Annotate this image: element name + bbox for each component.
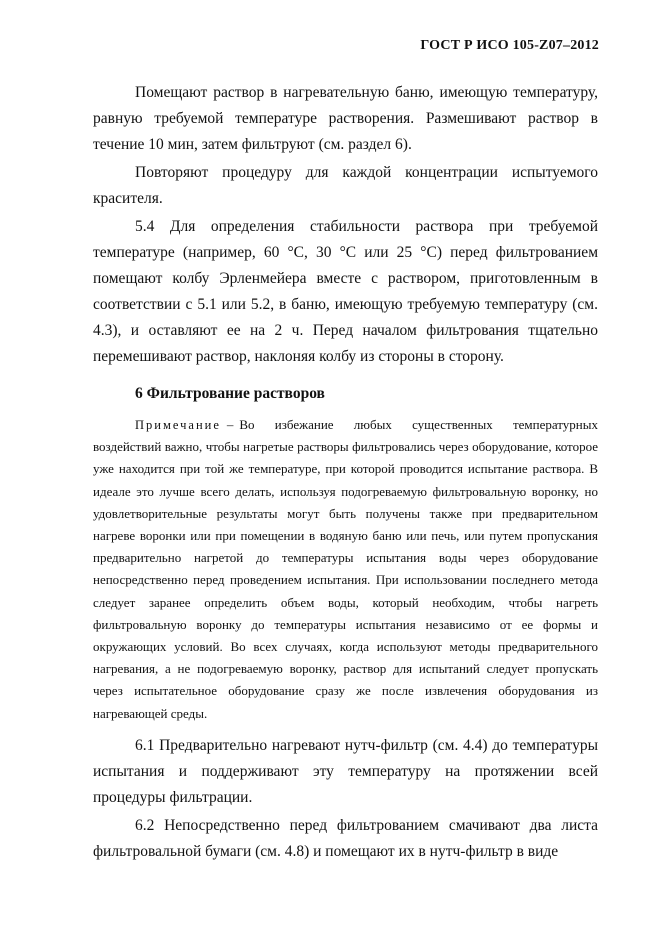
paragraph-clause-6-2: 6.2 Непосредственно перед фильтрованием смачивают два листа фильтровальной бумаги (см. 4.8) и помещают их в нутч-фильтр в виде	[93, 816, 598, 860]
paragraph: Повторяют процедуру для каждой концентрации испытуемого красителя.	[93, 164, 598, 207]
paragraph-clause-6-1: 6.1 Предварительно нагревают нутч-фильтр (см. 4.4) до температуры испытания и поддерживают эту температуру на протяжении всей процедуры фильтрации.	[93, 736, 598, 806]
document-header: ГОСТ Р ИСО 105-Z07–2012	[420, 38, 599, 53]
note-text: Во избежание любых существенных температурных воздействий важно, чтобы нагретые растворы фильтровались через оборудование, которое уже находится при той же температуре, при которой проводится испытание раствора. В идеале это лучше всего делать, используя подогреваемую фильтровальную воронку, но удовлетворительные результаты могут быть получены также при предварительном нагреве воронки или при помещении в водяную баню или печь, или путем пропускания предварительно нагретой до температуры испытания воды через оборудование непосредственно перед проведением испытания. При использовании последнего метода следует заранее определить объем воды, который необходим, чтобы нагреть фильтровальную воронку до температуры испытания независимо от ее формы и окружающих условий. Во всех случаях, когда используют методы предварительного нагревания, а не подогреваемую воронку, раствор для испытаний следует пропускать через испытательное оборудование сразу же после извлечения оборудования из нагревающей среды.	[93, 417, 598, 721]
note-dash: –	[226, 417, 234, 432]
section-heading: 6 Фильтрование растворов	[135, 385, 325, 402]
note-block	[93, 414, 598, 725]
paragraph-clause-5-4: 5.4 Для определения стабильности раствора при требуемой температуре (например, 60 °С, 30 °С или 25 °С) перед фильтрованием помещают колбу Эрленмейера вместе с раствором, приготовленным в соответствии с 5.1 или 5.2, в баню, имеющую требуемую температуру (см. 4.3), и оставляют ее на 2 ч. Перед началом фильтрования тщательно перемешивают раствор, наклоняя колбу из стороны в сторону.	[93, 218, 598, 365]
note-label: Примечание	[135, 418, 221, 432]
document-body	[93, 80, 598, 867]
paragraph: Помещают раствор в нагревательную баню, имеющую температуру, равную требуемой температуре растворения. Размешивают раствор в течение 10 мин, затем фильтруют (см. раздел 6).	[93, 84, 598, 153]
